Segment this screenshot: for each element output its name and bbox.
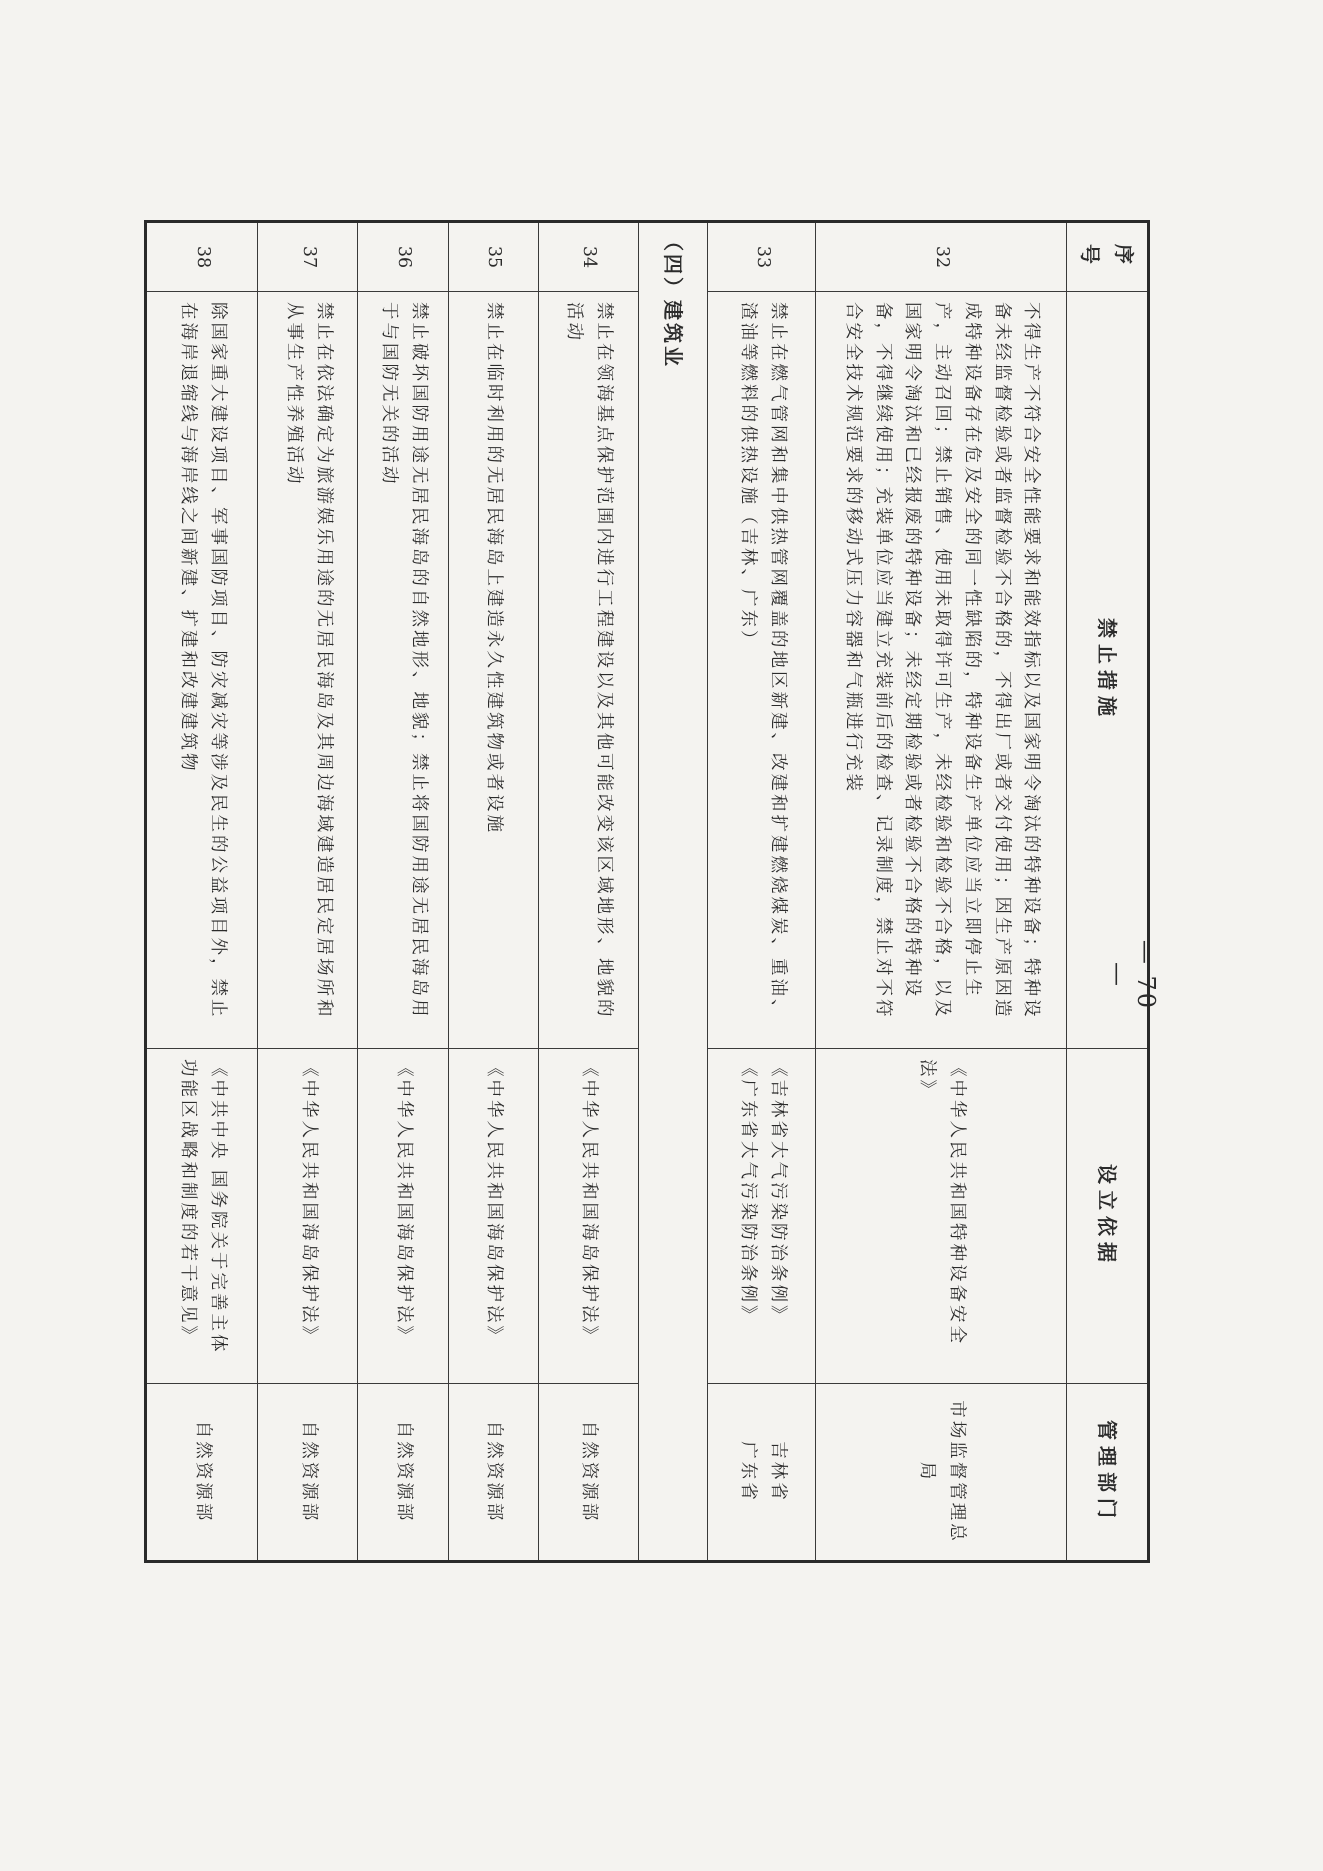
row-basis <box>258 1049 358 1384</box>
row-number: 32 <box>816 222 1067 292</box>
table-row <box>146 222 258 1562</box>
row-dept: 市场监督管理总局 <box>816 1384 1067 1562</box>
row-measure: 除国家重大建设项目、军事国防项目、防灾减灾等涉及民生的公益项目外，禁止在海岸退缩线与海岸线之间新建、扩建和改建建筑物 <box>146 292 258 1049</box>
row-dept: 自然资源部 <box>358 1384 448 1562</box>
row-dept: 吉林省 广东省 <box>708 1384 816 1562</box>
header-no: 序号 <box>1067 222 1149 292</box>
row-measure: 禁止破坏国防用途无居民海岛的自然地形、地貌；禁止将国防用途无居民海岛用于与国防无关的活动 <box>358 292 448 1049</box>
row-basis <box>146 1049 258 1384</box>
table-row <box>358 222 448 1562</box>
table-header-row <box>1067 222 1149 1562</box>
row-measure: 禁止在临时利用的无居民海岛上建造永久性建筑物或者设施 <box>448 292 538 1049</box>
basis-item: 《吉林省大气污染防治条例》 <box>767 1059 788 1326</box>
header-measure: 禁止措施 <box>1067 292 1149 1049</box>
row-number: 35 <box>448 222 538 292</box>
basis-item: 《广东省大气污染防治条例》 <box>737 1059 758 1326</box>
row-measure: 禁止在领海基点保护范围内进行工程建设以及其他可能改变该区域地形、地貌的活动 <box>538 292 638 1049</box>
section-title: （四）建筑业 <box>639 222 708 1562</box>
table-row <box>258 222 358 1562</box>
row-number: 33 <box>708 222 816 292</box>
row-dept: 自然资源部 <box>538 1384 638 1562</box>
row-measure: 禁止在燃气管网和集中供热管网覆盖的地区新建、改建和扩建燃烧煤炭、重油、渣油等燃料的供热设施（吉林、广东） <box>708 292 816 1049</box>
row-number: 36 <box>358 222 448 292</box>
row-dept: 自然资源部 <box>258 1384 358 1562</box>
basis-item: 《中华人民共和国海岛保护法》 <box>393 1059 414 1346</box>
basis-item: 《中华人民共和国海岛保护法》 <box>298 1059 319 1346</box>
row-dept: 自然资源部 <box>146 1384 258 1562</box>
header-dept: 管理部门 <box>1067 1384 1149 1562</box>
rotated-table-container <box>144 220 1150 1560</box>
table-row <box>448 222 538 1562</box>
row-basis <box>358 1049 448 1384</box>
row-number: 34 <box>538 222 638 292</box>
row-basis <box>816 1049 1067 1384</box>
row-measure: 禁止在依法确定为旅游娱乐用途的无居民海岛及其周边海域建造居民定居场所和从事生产性养殖活动 <box>258 292 358 1049</box>
section-row <box>639 222 708 1562</box>
row-dept: 自然资源部 <box>448 1384 538 1562</box>
basis-item: 《中华人民共和国海岛保护法》 <box>579 1059 600 1346</box>
basis-item: 《中共中央 国务院关于完善主体功能区战略和制度的若干意见》 <box>178 1059 228 1355</box>
row-number: 37 <box>258 222 358 292</box>
row-basis <box>448 1049 538 1384</box>
basis-item: 《中华人民共和国特种设备安全法》 <box>917 1059 967 1346</box>
page-number: — 70 — <box>1104 939 1160 1011</box>
prohibition-table <box>144 220 1150 1563</box>
row-measure: 不得生产不符合安全性能要求和能效指标以及国家明令淘汰的特种设备；特种设备未经监督检验或者监督检验不合格的，不得出厂或者交付使用；因生产原因造成特种设备存在危及安全的同一性缺陷的，特种设备生产单位应当立即停止生产，主动召回；禁止销售、使用未取得许可生产，未经检验和检验不合格，以及国家明令淘汰和已经报废的特种设备；未经定期检验或者检验不合格的特种设备，不得继续使用；充装单位应当建立充装前后的检查、记录制度，禁止对不符合安全技术规范要求的移动式压力容器和气瓶进行充装 <box>816 292 1067 1049</box>
row-basis <box>708 1049 816 1384</box>
table-row <box>816 222 1067 1562</box>
basis-item: 《中华人民共和国海岛保护法》 <box>484 1059 505 1346</box>
table-row <box>708 222 816 1562</box>
header-basis: 设立依据 <box>1067 1049 1149 1384</box>
table-row <box>538 222 638 1562</box>
row-number: 38 <box>146 222 258 292</box>
row-basis <box>538 1049 638 1384</box>
